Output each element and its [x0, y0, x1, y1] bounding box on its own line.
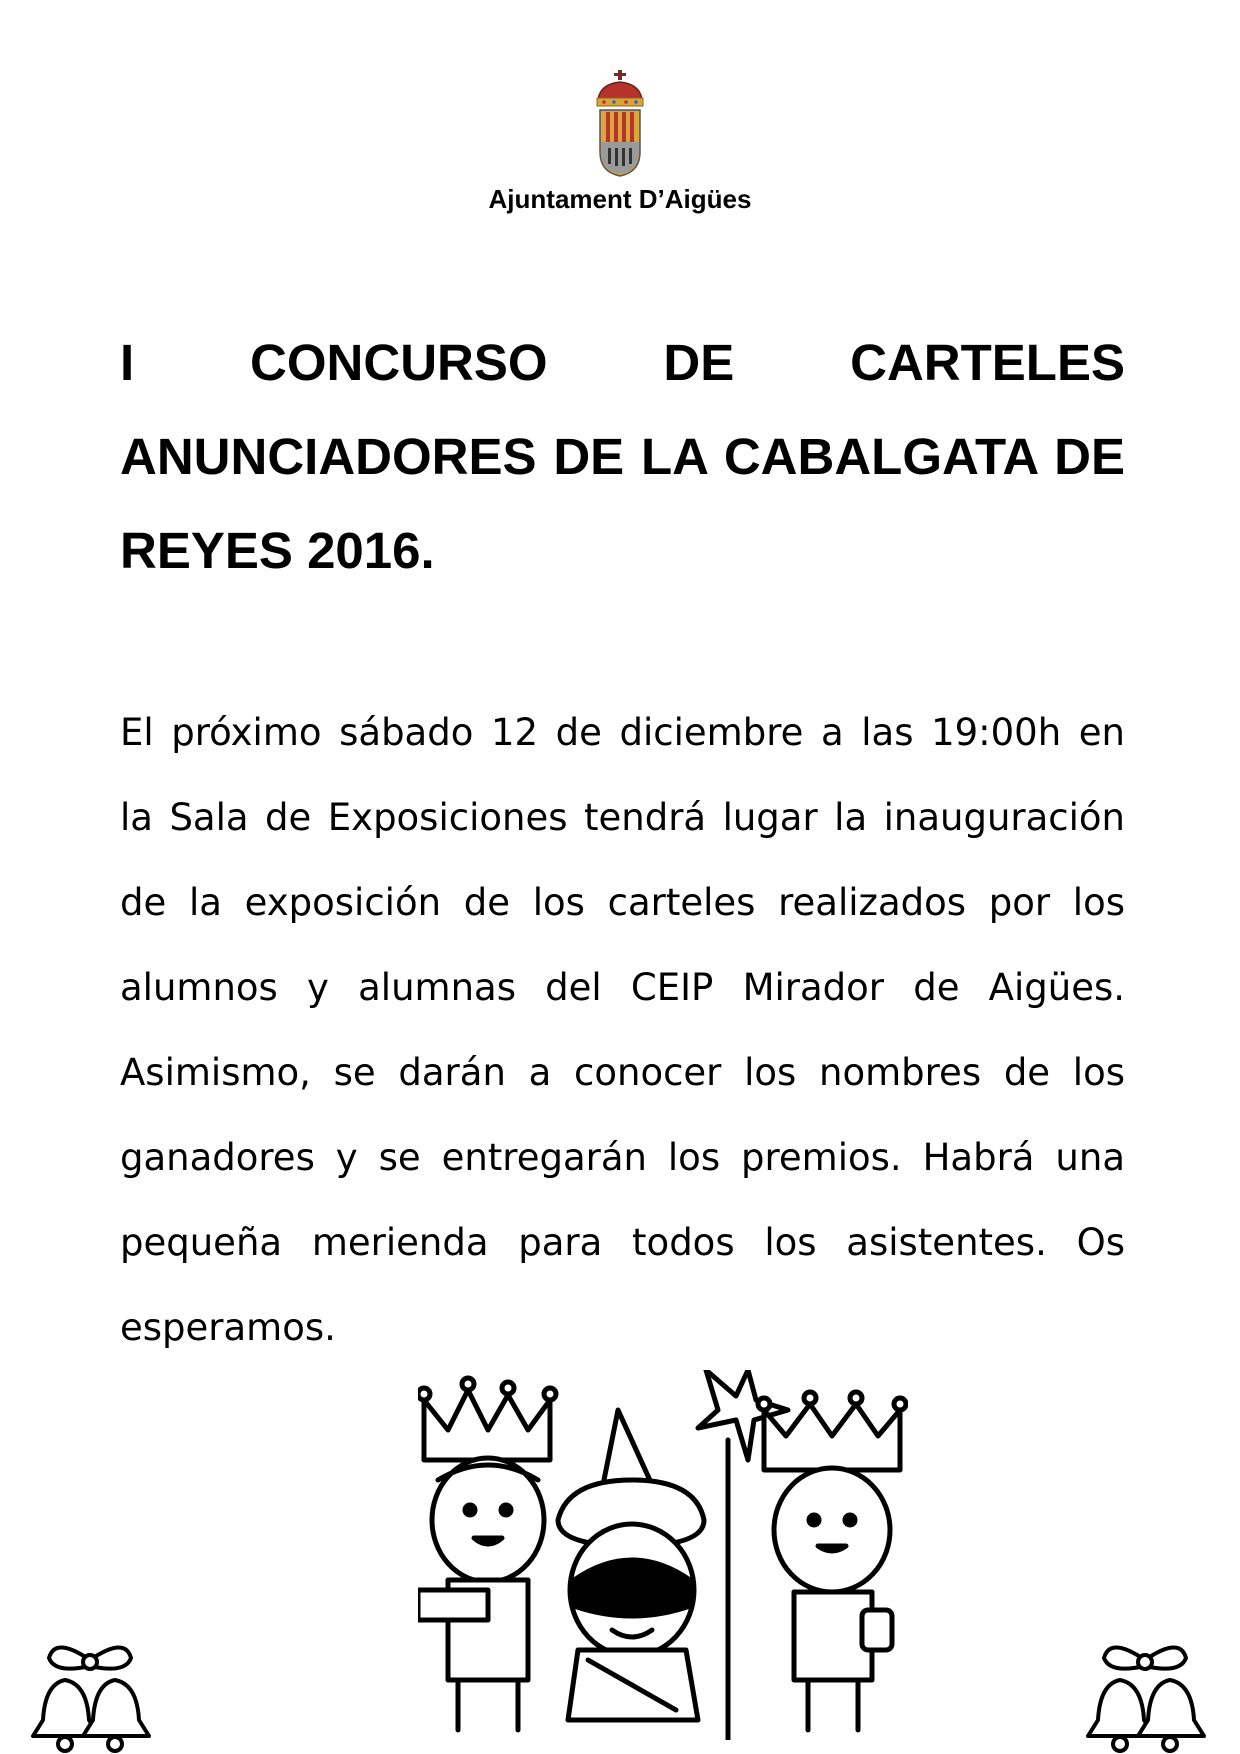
municipal-crest-icon — [592, 70, 648, 178]
letterhead — [0, 70, 1240, 215]
christmas-bells-icon — [25, 1640, 155, 1754]
christmas-bells-icon — [1080, 1640, 1210, 1754]
announcement-body: El próximo sábado 12 de diciembre a las 19:00h en la Sala de Exposiciones tendrá lugar la inauguración de la exposición de los carteles realizados por los alumnos y alumnas del CEIP Mirador de Aigües. Asimismo, se darán a conocer los nombres de los ganadores y se entregarán los premios. Habrá una pequeña merienda para todos los asistentes. Os esperamos. — [120, 711, 1125, 1349]
three-kings-icon — [418, 1370, 908, 1740]
page-title: I CONCURSO DE CARTELES ANUNCIADORES DE LA CABALGATA DE REYES 2016. — [120, 334, 1125, 579]
town-name: Ajuntament D’Aigües — [488, 184, 752, 214]
